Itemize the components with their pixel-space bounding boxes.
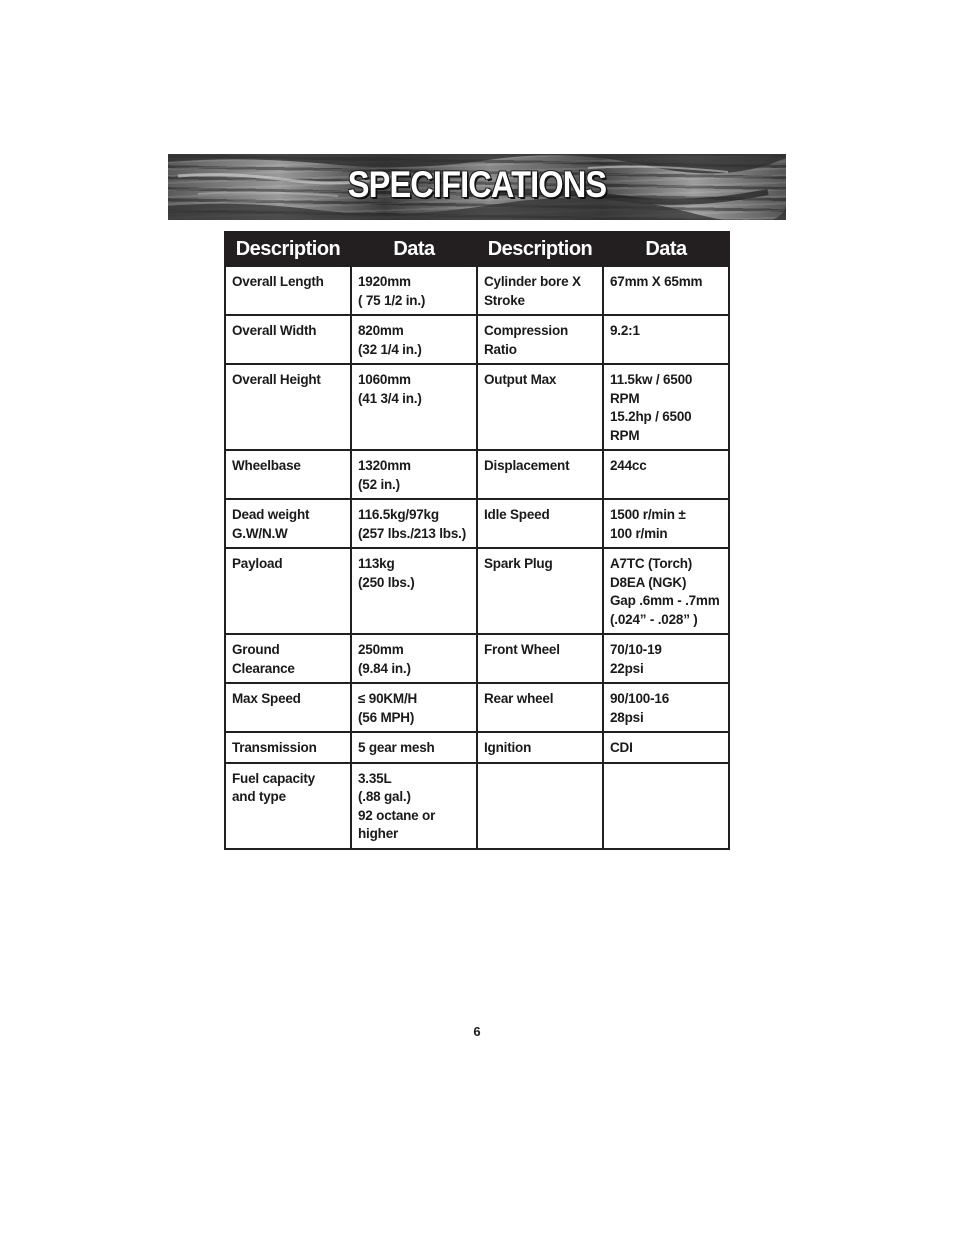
table-cell: Front Wheel [477,634,603,683]
table-row [225,683,729,732]
table-row [225,548,729,634]
table-cell: Overall Width [225,315,351,364]
table-cell: 113kg (250 lbs.) [351,548,477,634]
table-cell: 1500 r/min ± 100 r/min [603,499,729,548]
table-row [225,763,729,849]
table-row [225,450,729,499]
table-row [225,364,729,450]
table-cell: Max Speed [225,683,351,732]
column-header: Description [477,232,603,266]
table-cell: Ignition [477,732,603,763]
table-cell: 1320mm (52 in.) [351,450,477,499]
page-number: 6 [473,1024,481,1039]
table-cell: 3.35L (.88 gal.) 92 octane or higher [351,763,477,849]
table-header-row [225,232,729,266]
table-cell: Overall Height [225,364,351,450]
table-row [225,499,729,548]
table-cell: CDI [603,732,729,763]
table-cell: Rear wheel [477,683,603,732]
table-cell [477,763,603,849]
table-cell: Ground Clearance [225,634,351,683]
table-cell: 820mm (32 1/4 in.) [351,315,477,364]
table-cell: 11.5kw / 6500 RPM 15.2hp / 6500 RPM [603,364,729,450]
column-header: Data [603,232,729,266]
table-cell: Cylinder bore X Stroke [477,266,603,315]
table-cell: Dead weight G.W/N.W [225,499,351,548]
table-cell: 116.5kg/97kg (257 lbs./213 lbs.) [351,499,477,548]
column-header: Description [225,232,351,266]
table-cell: 90/100-16 28psi [603,683,729,732]
table-cell: Payload [225,548,351,634]
table-cell: Compression Ratio [477,315,603,364]
table-cell: Fuel capacity and type [225,763,351,849]
column-header: Data [351,232,477,266]
table-cell: Idle Speed [477,499,603,548]
table-cell: Output Max [477,364,603,450]
table-cell: 244cc [603,450,729,499]
table-cell: 1060mm (41 3/4 in.) [351,364,477,450]
table-row [225,266,729,315]
table-cell: 5 gear mesh [351,732,477,763]
table-cell: 1920mm ( 75 1/2 in.) [351,266,477,315]
table-cell: 250mm (9.84 in.) [351,634,477,683]
table-cell [603,763,729,849]
table-cell: Spark Plug [477,548,603,634]
table-cell: 70/10-19 22psi [603,634,729,683]
table-cell: Displacement [477,450,603,499]
page-title: SPECIFICATIONS [347,164,607,205]
table-row [225,634,729,683]
table-row [225,732,729,763]
table-cell: Transmission [225,732,351,763]
table-row [225,315,729,364]
table-cell: A7TC (Torch) D8EA (NGK) Gap .6mm - .7mm (.024” - .028” ) [603,548,729,634]
table-cell: 67mm X 65mm [603,266,729,315]
table-cell: Wheelbase [225,450,351,499]
section-banner [168,154,786,220]
specifications-table [224,231,730,850]
table-cell: 9.2:1 [603,315,729,364]
table-cell: Overall Length [225,266,351,315]
table-cell: ≤ 90KM/H (56 MPH) [351,683,477,732]
